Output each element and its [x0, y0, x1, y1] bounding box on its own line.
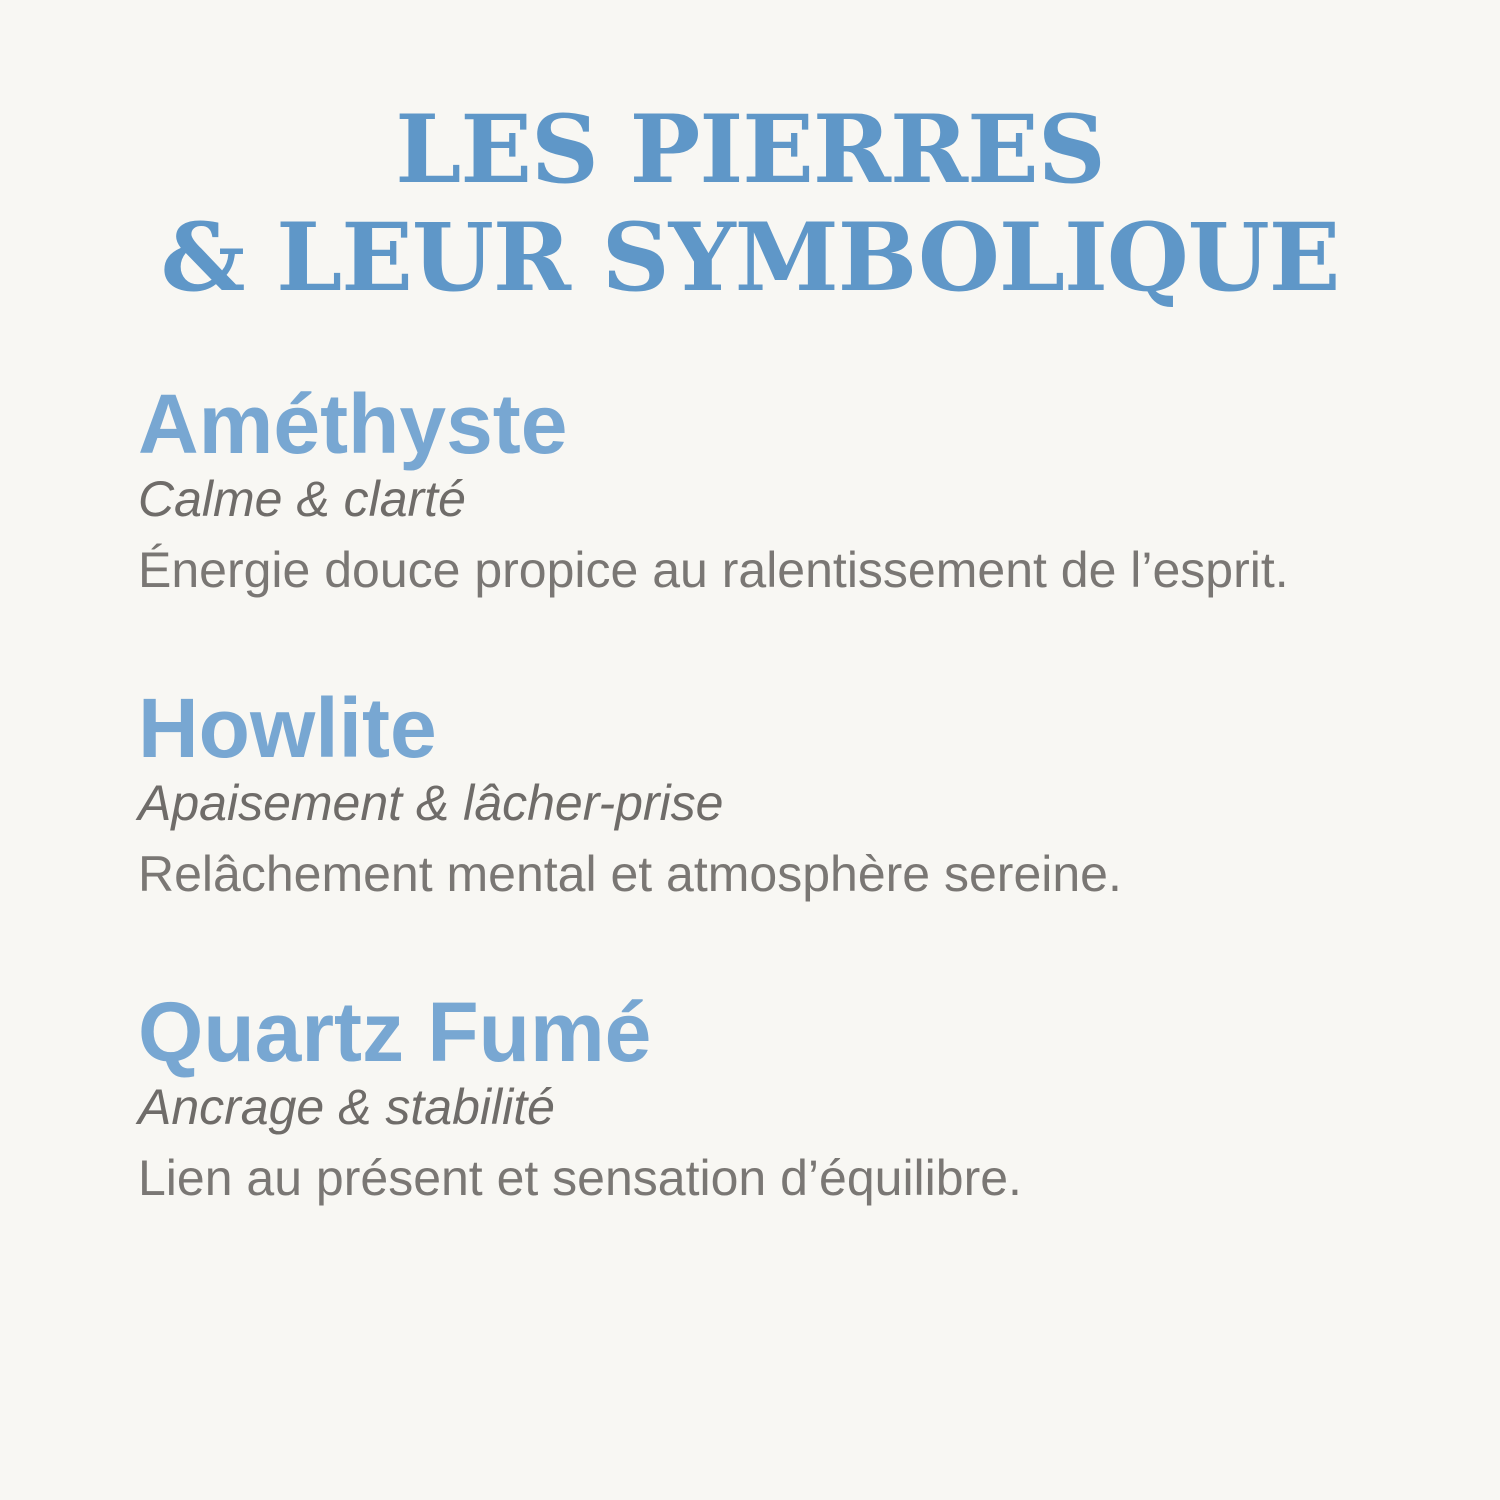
stone-name: Howlite: [138, 681, 437, 775]
stone-subtitle: Calme & clarté: [138, 471, 466, 527]
stone-description: Énergie douce propice au ralentissement de l’esprit.: [138, 542, 1289, 598]
stone-name: Améthyste: [138, 377, 568, 471]
stone-quartz-fume: [138, 983, 1378, 1219]
stone-list: [138, 375, 1378, 1287]
title-line-1: LES PIERRES: [395, 95, 1105, 205]
stone-amethyste: [138, 375, 1378, 611]
title-line-2: & LEUR SYMBOLIQUE: [160, 203, 1340, 313]
stone-description: Relâchement mental et atmosphère sereine.: [138, 846, 1122, 902]
stone-howlite: [138, 679, 1378, 915]
stone-subtitle: Ancrage & stabilité: [138, 1079, 555, 1135]
stone-description: Lien au présent et sensation d’équilibre.: [138, 1150, 1022, 1206]
stone-name: Quartz Fumé: [138, 985, 652, 1079]
stone-subtitle: Apaisement & lâcher-prise: [138, 775, 724, 831]
page-title: [0, 96, 1500, 312]
